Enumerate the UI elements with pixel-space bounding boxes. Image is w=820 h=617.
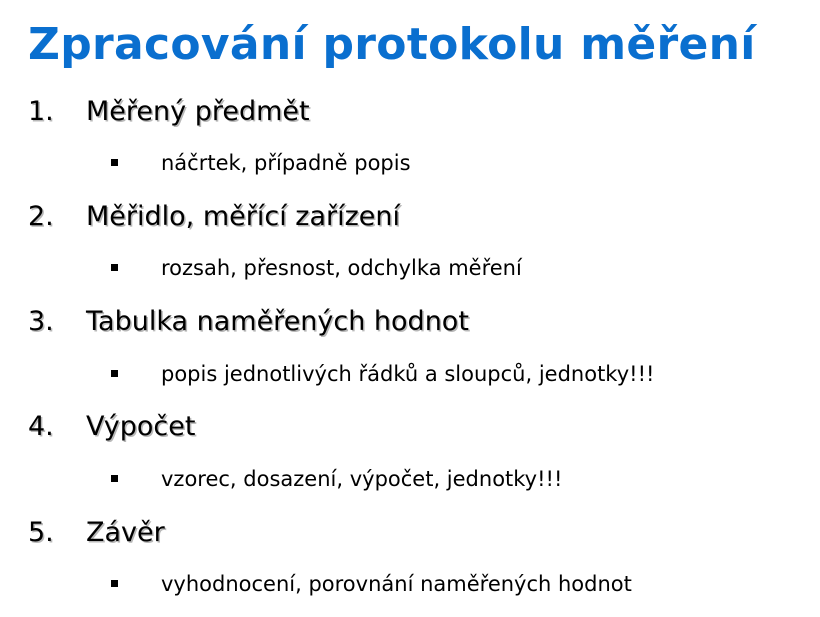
item-detail: popis jednotlivých řádků a sloupců, jednotky!!! bbox=[161, 362, 655, 386]
square-bullet-icon bbox=[111, 370, 118, 377]
square-bullet-icon bbox=[111, 580, 118, 587]
square-bullet-icon bbox=[111, 264, 118, 271]
item-number: 3. bbox=[28, 306, 54, 337]
item-number: 1. bbox=[28, 96, 54, 127]
item-heading: Měřidlo, měřící zařízení bbox=[86, 201, 400, 232]
item-detail: rozsah, přesnost, odchylka měření bbox=[161, 256, 522, 280]
item-number: 2. bbox=[28, 201, 54, 232]
item-heading: Tabulka naměřených hodnot bbox=[86, 306, 469, 337]
item-detail: vzorec, dosazení, výpočet, jednotky!!! bbox=[161, 467, 563, 491]
item-detail: vyhodnocení, porovnání naměřených hodnot bbox=[161, 572, 632, 596]
square-bullet-icon bbox=[111, 159, 118, 166]
square-bullet-icon bbox=[111, 475, 118, 482]
item-heading: Závěr bbox=[86, 517, 165, 548]
item-number: 4. bbox=[28, 411, 54, 442]
item-heading: Měřený předmět bbox=[86, 96, 310, 127]
item-heading: Výpočet bbox=[86, 411, 196, 442]
item-detail: náčrtek, případně popis bbox=[161, 151, 411, 175]
item-number: 5. bbox=[28, 517, 54, 548]
slide-title: Zpracování protokolu měření bbox=[28, 19, 756, 70]
